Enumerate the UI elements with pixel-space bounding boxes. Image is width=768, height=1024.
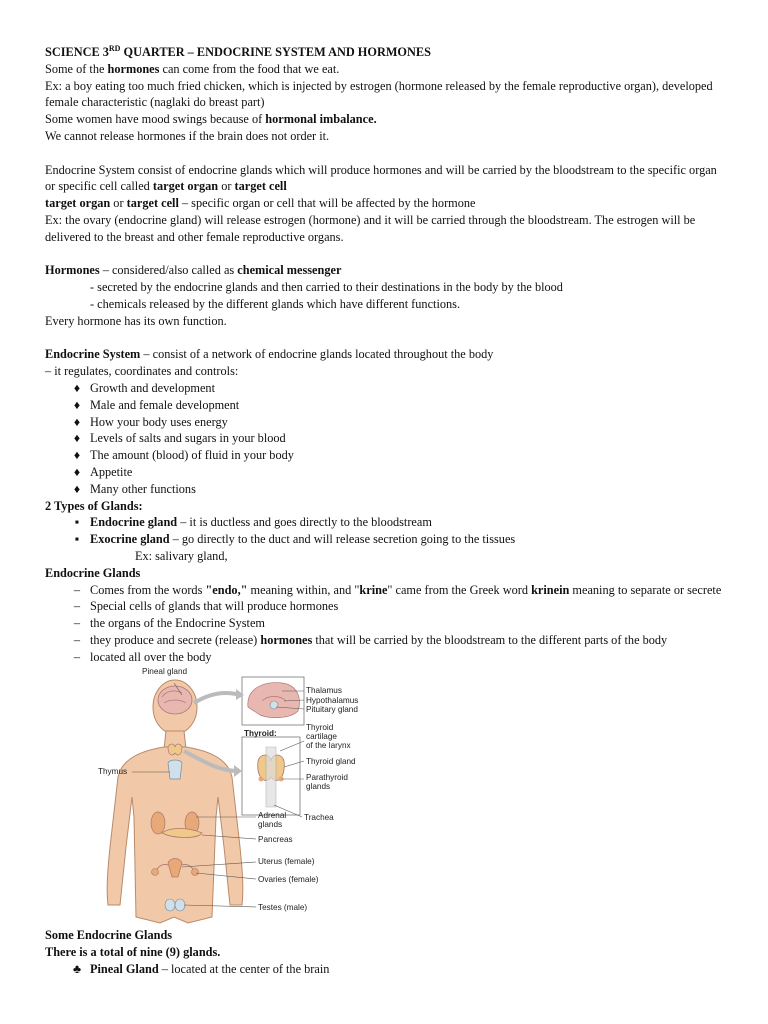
diamond-bullet-icon: ♦: [73, 481, 81, 496]
list-item: ♦ Appetite: [45, 464, 725, 481]
endocrine-system-paragraph: Endocrine System consist of endocrine glands which will produce hormones and will be carried by the bloodstream to the specific organ or specific cell called target organ or target cell: [45, 162, 717, 194]
label-adrenal-2: glands: [258, 820, 283, 830]
label-pituitary-gland: Pituitary gland: [306, 705, 358, 715]
types-heading: 2 Types of Glands:: [45, 498, 143, 513]
list-item: – Special cells of glands that will produce hormones: [45, 598, 725, 615]
square-bullet-icon: ▪: [74, 532, 80, 547]
target-organ-definition: target organ or target cell – specific organ or cell that will be affected by the hormone: [45, 196, 476, 211]
label-thyroid-gland: Thyroid gland: [306, 757, 356, 767]
label-thymus: Thymus: [98, 767, 128, 777]
label-thyroid-title: Thyroid:: [244, 729, 277, 739]
glands-list: [45, 582, 725, 666]
functions-list: [45, 380, 725, 498]
label-trachea: Trachea: [304, 813, 334, 823]
dash-bullet-icon: –: [73, 616, 81, 631]
endocrine-system-regulates: – it regulates, coordinates and controls:: [45, 364, 239, 379]
endocrine-system-heading: Endocrine System – consist of a network of endocrine glands located throughout the body: [45, 347, 494, 362]
list-item: ▪ Endocrine gland – it is ductless and goes directly to the bloodstream: [45, 514, 725, 531]
hormones-sub-1: - secreted by the endocrine glands and then carried to their destinations in the body by the blood: [90, 280, 563, 295]
hormones-end: Every hormone has its own function.: [45, 313, 227, 328]
label-thalamus: Thalamus: [306, 686, 342, 696]
list-item: ♦ The amount (blood) of fluid in your body: [45, 447, 725, 464]
body-silhouette: [107, 680, 243, 923]
list-item: ♦ Many other functions: [45, 481, 725, 498]
list-item: ♦ Male and female development: [45, 397, 725, 414]
list-item: ♦ How your body uses energy: [45, 414, 725, 431]
dash-bullet-icon: –: [73, 632, 81, 647]
document-title: SCIENCE 3RD QUARTER – ENDOCRINE SYSTEM AND HORMONES: [45, 43, 431, 59]
list-item: – located all over the body: [45, 649, 725, 666]
list-item: ♦ Levels of salts and sugars in your blood: [45, 430, 725, 447]
label-thyroid-cartilage-3: of the larynx: [306, 741, 351, 751]
club-bullet-icon: ♣: [72, 962, 82, 977]
hormones-sub-2: - chemicals released by the different glands which have different functions.: [90, 296, 461, 311]
label-thyroid-cartilage-1: Thyroid: [306, 723, 334, 733]
glands-heading: Endocrine Glands: [45, 565, 141, 580]
list-item: ▪ Exocrine gland – go directly to the duct and will release secretion going to the tissues: [45, 531, 725, 548]
total-glands: There is a total of nine (9) glands.: [45, 945, 221, 960]
diamond-bullet-icon: ♦: [73, 414, 81, 429]
label-hypothalamus: Hypothalamus: [306, 696, 359, 706]
types-list: [45, 514, 725, 548]
dash-bullet-icon: –: [73, 649, 81, 664]
intro-line-4: We cannot release hormones if the brain does not order it.: [45, 128, 330, 143]
intro-line-1: Some of the hormones can come from the food that we eat.: [45, 61, 340, 76]
square-bullet-icon: ▪: [74, 515, 80, 530]
diamond-bullet-icon: ♦: [73, 397, 81, 412]
dash-bullet-icon: –: [73, 582, 81, 597]
list-item: ♦ Growth and development: [45, 380, 725, 397]
intro-line-3: Some women have mood swings because of hormonal imbalance.: [45, 112, 377, 127]
list-item: ♣ Pineal Gland – located at the center of the brain: [45, 961, 725, 978]
dash-bullet-icon: –: [73, 599, 81, 614]
intro-line-2: Ex: a boy eating too much fried chicken, which is injected by estrogen (hormone released by the female reproductive organ), developed female characteristic (naglaki do breast part): [45, 78, 713, 110]
list-item: – they produce and secrete (release) hormones that will be carried by the bloodstream to the different parts of the body: [45, 632, 725, 649]
label-ovaries: Ovaries (female): [258, 875, 319, 885]
list-item: – Comes from the words "endo," meaning within, and "krine" came from the Greek word krinein meaning to separate or secrete: [45, 582, 725, 599]
diamond-bullet-icon: ♦: [73, 380, 81, 395]
glands-detail-list: [45, 961, 725, 978]
diamond-bullet-icon: ♦: [73, 448, 81, 463]
label-pancreas: Pancreas: [258, 835, 293, 845]
label-parathyroid-2: glands: [306, 782, 331, 792]
diamond-bullet-icon: ♦: [73, 464, 81, 479]
label-uterus: Uterus (female): [258, 857, 315, 867]
document-page: [45, 44, 725, 978]
salivary-example: Ex: salivary gland,: [135, 548, 228, 563]
endocrine-glands-figure: [70, 667, 390, 927]
list-item: – the organs of the Endocrine System: [45, 615, 725, 632]
label-testes: Testes (male): [258, 903, 308, 913]
label-adrenal-1: Adrenal: [258, 811, 287, 821]
label-pineal-gland: Pineal gland: [142, 667, 188, 677]
label-thyroid-cartilage-2: cartilage: [306, 732, 337, 742]
hormones-heading: Hormones – considered/also called as chemical messenger: [45, 263, 342, 278]
ovary-example: Ex: the ovary (endocrine gland) will release estrogen (hormone) and it will be carried through the bloodstream. The estrogen will be delivered to the breast and other female reproductive organs.: [45, 212, 696, 244]
figure-caption: Some Endocrine Glands: [45, 928, 173, 943]
diamond-bullet-icon: ♦: [73, 431, 81, 446]
label-parathyroid-1: Parathyroid: [306, 773, 348, 783]
